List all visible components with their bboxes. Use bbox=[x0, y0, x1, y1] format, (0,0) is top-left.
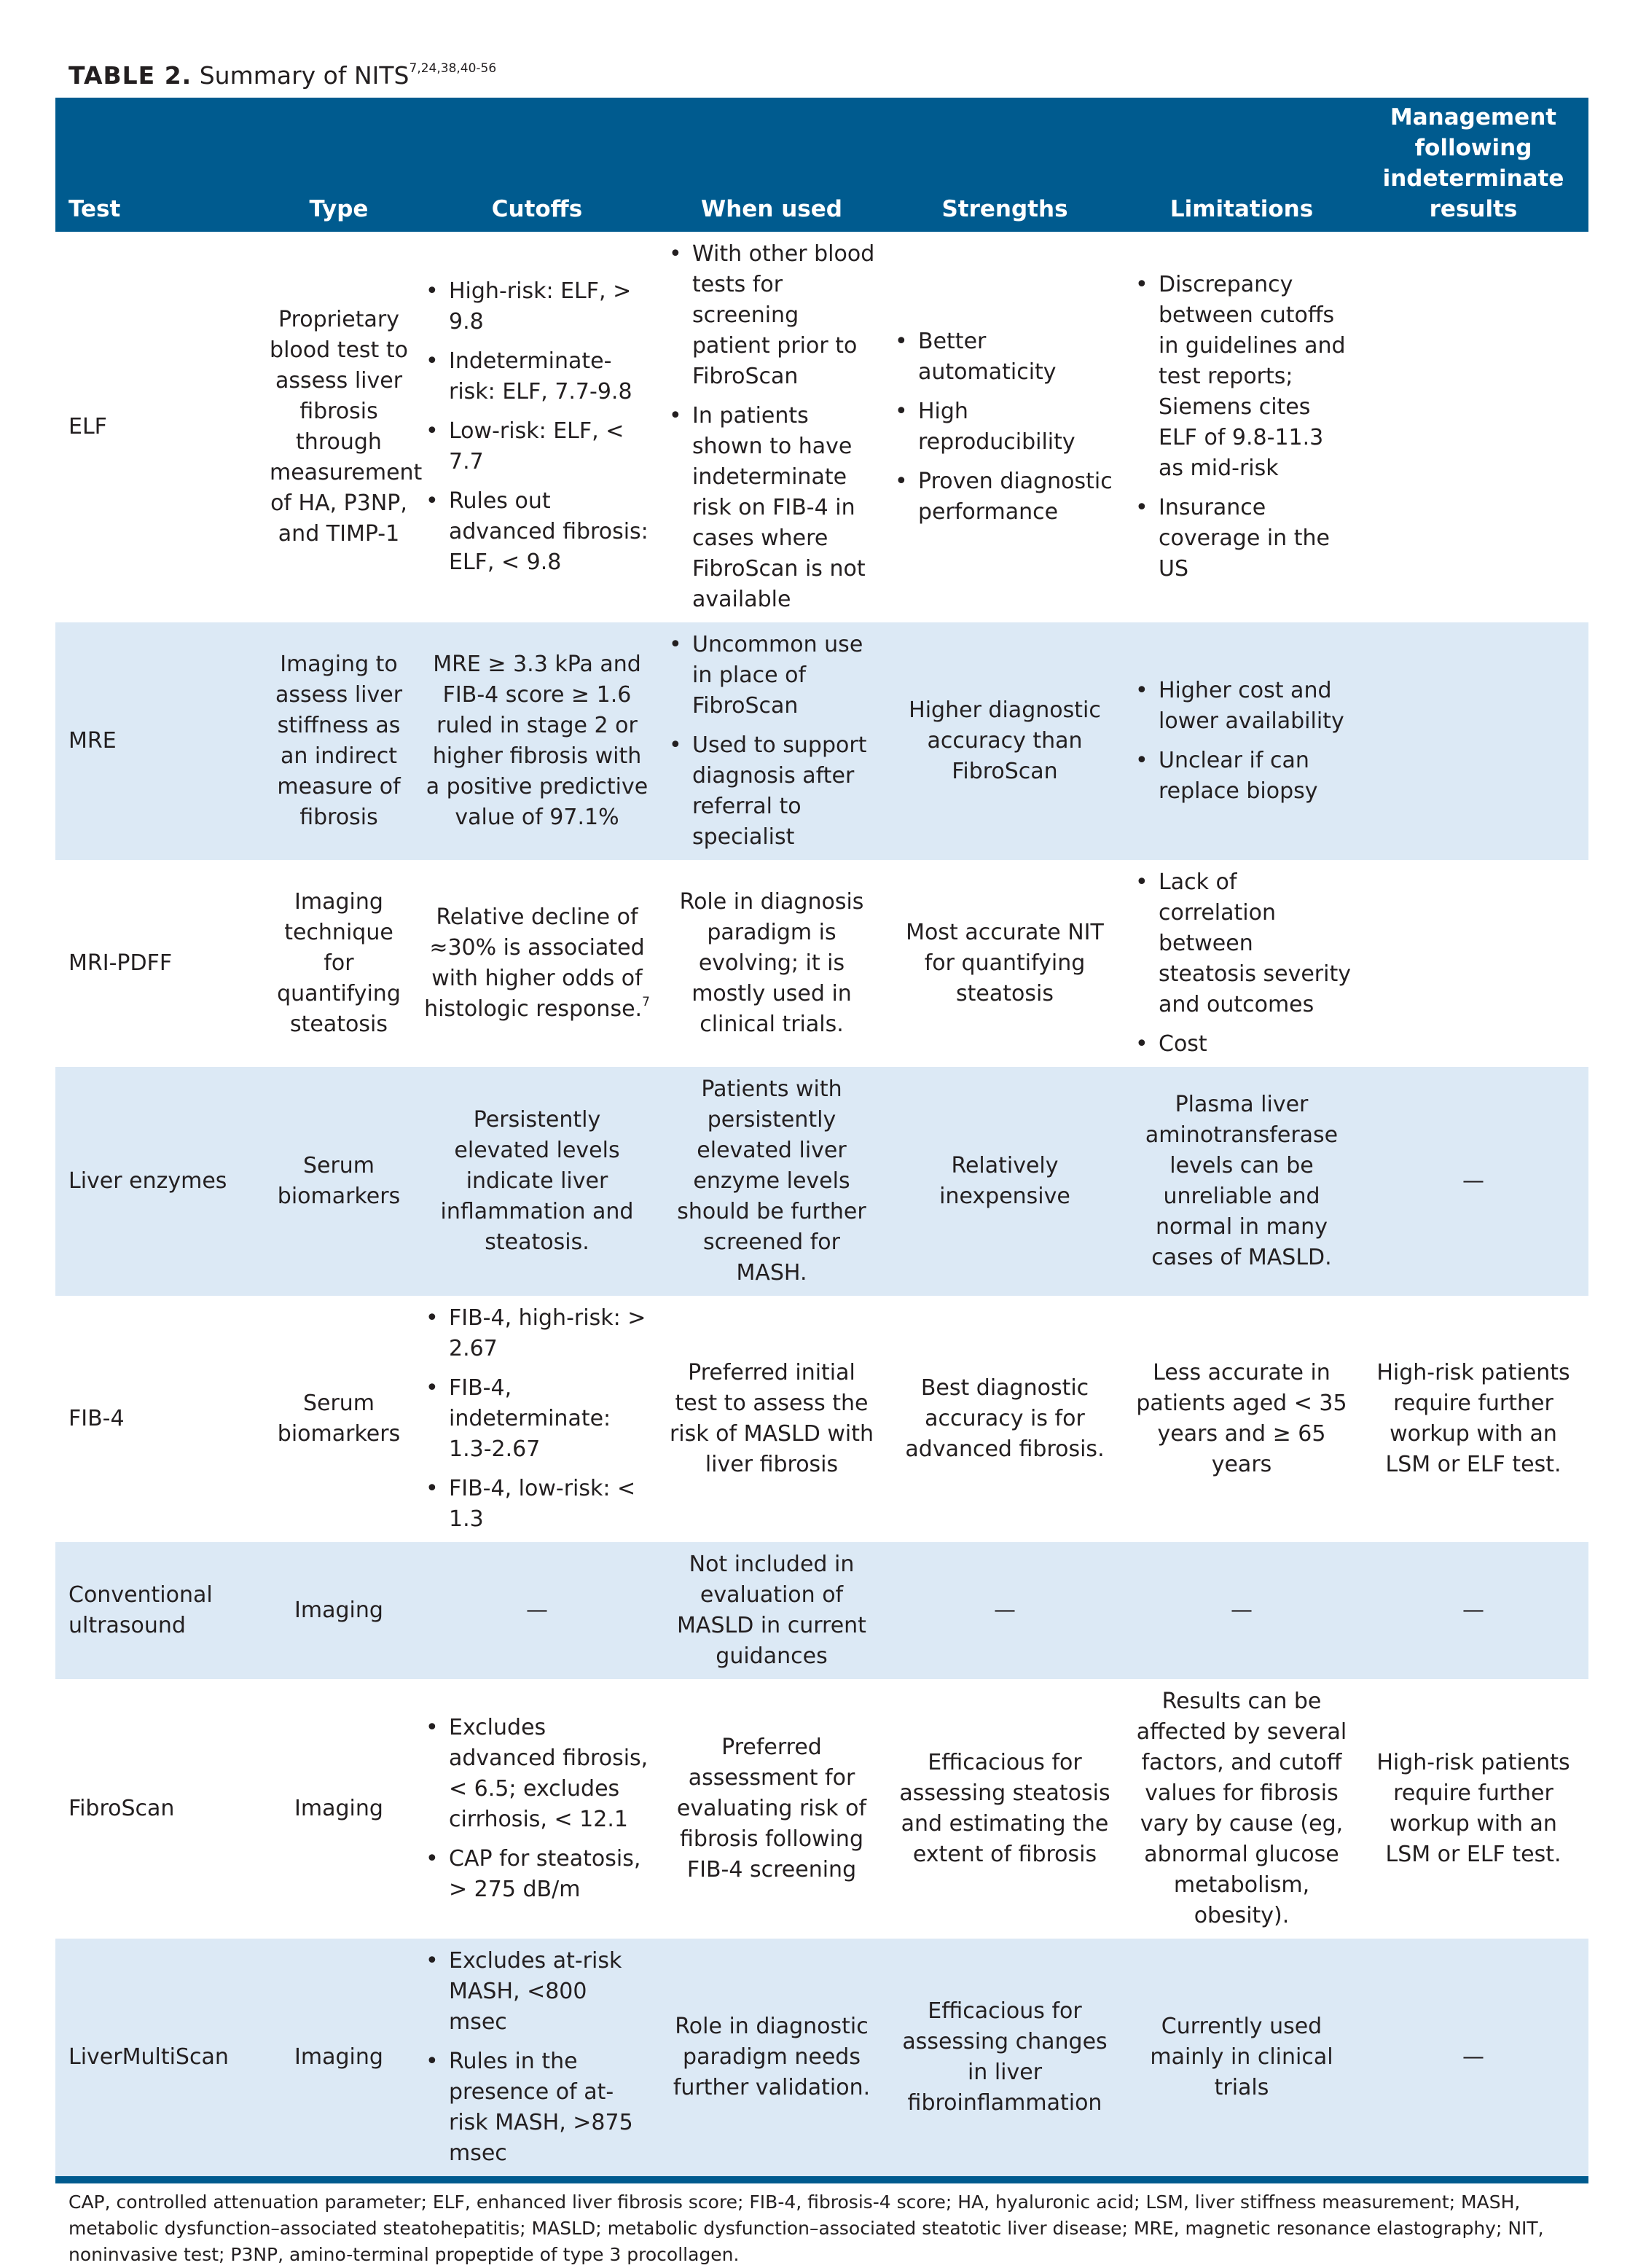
cutoffs-list bbox=[423, 1713, 651, 1905]
cell-cutoffs bbox=[415, 1296, 659, 1542]
when-used-list bbox=[666, 630, 877, 853]
cell-test: Liver enzymes bbox=[55, 1067, 262, 1296]
cell-limitations: Results can be affected by several factors, and cutoff values for fibrosis vary by cause (eg, abnormal glucose metabolism, obesity). bbox=[1136, 1689, 1347, 1928]
cell-when-used: Not included in evaluation of MASLD in current guidances bbox=[659, 1542, 885, 1679]
table-row bbox=[55, 1679, 1588, 1939]
cell-limitations: — bbox=[1125, 1542, 1358, 1679]
cell-management: — bbox=[1358, 1067, 1588, 1296]
cell-strengths: Efficacious for assessing steatosis and estimating the extent of fibrosis bbox=[899, 1750, 1110, 1867]
cell-type: Imaging technique for quantifying steatosis bbox=[277, 889, 401, 1037]
limitations-list bbox=[1132, 676, 1351, 807]
cell-type: Serum biomarkers bbox=[262, 1067, 415, 1296]
cell-type: Imaging bbox=[262, 1939, 415, 2176]
limitations-list bbox=[1132, 867, 1351, 1060]
table-title: Summary of NITS bbox=[199, 61, 410, 90]
cell-strengths: Best diagnostic accuracy is for advanced fibrosis. bbox=[905, 1375, 1105, 1462]
cell-cutoffs: — bbox=[415, 1542, 659, 1679]
list-item: • Excludes advanced fibrosis, < 6.5; excludes cirrhosis, < 12.1 bbox=[423, 1713, 651, 1835]
cell-type: Serum biomarkers bbox=[277, 1391, 401, 1447]
cell-limitations: Less accurate in patients aged < 35 years and ≥ 65 years bbox=[1136, 1360, 1347, 1477]
cell-when-used: Patients with persistently elevated liver enzyme levels should be further screened for MASH. bbox=[659, 1067, 885, 1296]
list-item: • CAP for steatosis, > 275 dB/m bbox=[423, 1844, 651, 1905]
list-item: • Indeterminate-risk: ELF, 7.7-9.8 bbox=[423, 346, 651, 407]
cell-management bbox=[1358, 622, 1588, 860]
list-item: • FIB-4, indeterminate: 1.3-2.67 bbox=[423, 1373, 651, 1465]
nits-summary-table bbox=[55, 98, 1588, 2176]
cell-test: FIB-4 bbox=[68, 1406, 125, 1431]
list-item: • Rules out advanced fibrosis: ELF, < 9.8 bbox=[423, 486, 651, 578]
list-item: • Uncommon use in place of FibroScan bbox=[666, 630, 877, 722]
table-footnote: CAP, controlled attenuation parameter; ELF, enhanced liver fibrosis score; FIB-4, fibrosis-4 score; HA, hyaluronic acid; LSM, liver stiffness measurement; MASH, metabolic dysfunction–associated steatohepatitis; MASLD; metabolic dysfunction–associated steatotic liver disease; MRE, magnetic resonance elastography; NIT, noninvasive test; P3NP, amino-terminal propeptide of type 3 procollagen. bbox=[68, 2191, 1544, 2265]
cell-strengths: Relatively inexpensive bbox=[885, 1067, 1125, 1296]
cell-when-used: Role in diagnosis paradigm is evolving; it is mostly used in clinical trials. bbox=[679, 889, 864, 1037]
list-item: • Higher cost and lower availability bbox=[1132, 676, 1351, 737]
header-test: Test bbox=[55, 98, 262, 232]
list-item: • FIB-4, high-risk: > 2.67 bbox=[423, 1303, 651, 1364]
cell-management: High-risk patients require further workup with an LSM or ELF test. bbox=[1376, 1360, 1570, 1477]
list-item: • High-risk: ELF, > 9.8 bbox=[423, 276, 651, 337]
cell-cutoffs bbox=[415, 232, 659, 622]
cell-cutoffs bbox=[415, 1939, 659, 2176]
cell-when-used: Role in diagnostic paradigm needs further validation. bbox=[659, 1939, 885, 2176]
cell-management: — bbox=[1358, 1542, 1588, 1679]
table-row bbox=[55, 232, 1588, 622]
cutoffs-list bbox=[423, 1303, 651, 1535]
cell-when-used bbox=[659, 232, 885, 622]
cell-test: FibroScan bbox=[68, 1796, 175, 1821]
list-item: • Rules in the presence of at-risk MASH, >875 msec bbox=[423, 2046, 651, 2169]
list-item: • FIB-4, low-risk: < 1.3 bbox=[423, 1474, 651, 1535]
list-item: • In patients shown to have indeterminate risk on FIB-4 in cases where FibroScan is not available bbox=[666, 401, 877, 615]
cell-management: High-risk patients require further workup with an LSM or ELF test. bbox=[1376, 1750, 1570, 1867]
cell-strengths: Efficacious for assessing changes in liver fibroinflammation bbox=[885, 1939, 1125, 2176]
cutoffs-list bbox=[423, 276, 651, 578]
table-row bbox=[55, 1296, 1588, 1542]
table-row bbox=[55, 1067, 1588, 1296]
header-management: Management following indeterminate results bbox=[1358, 98, 1588, 232]
table-row bbox=[55, 1542, 1588, 1679]
cell-type: Imaging bbox=[262, 1542, 415, 1679]
strengths-list bbox=[892, 326, 1118, 528]
cell-management bbox=[1358, 232, 1588, 622]
cell-strengths: Most accurate NIT for quantifying steatosis bbox=[906, 920, 1104, 1006]
cell-strengths bbox=[885, 232, 1125, 622]
header-cutoffs: Cutoffs bbox=[415, 98, 659, 232]
cell-test: LiverMultiScan bbox=[55, 1939, 262, 2176]
table-row bbox=[55, 1939, 1588, 2176]
list-item: • Excludes at-risk MASH, <800 msec bbox=[423, 1946, 651, 2038]
cell-limitations: Currently used mainly in clinical trials bbox=[1125, 1939, 1358, 2176]
cell-type: Imaging to assess liver stiffness as an indirect measure of fibrosis bbox=[262, 622, 415, 860]
cell-when-used: Preferred assessment for evaluating risk of fibrosis following FIB-4 screening bbox=[676, 1735, 867, 1882]
cell-test: MRE bbox=[55, 622, 262, 860]
cell-limitations bbox=[1125, 232, 1358, 622]
cell-limitations bbox=[1125, 622, 1358, 860]
cell-management: — bbox=[1358, 1939, 1588, 2176]
list-item: • Insurance coverage in the US bbox=[1132, 493, 1351, 584]
list-item: • Lack of correlation between steatosis severity and outcomes bbox=[1132, 867, 1351, 1020]
cell-strengths: — bbox=[885, 1542, 1125, 1679]
cell-test: Conventional ultrasound bbox=[55, 1542, 262, 1679]
list-item: • Better automaticity bbox=[892, 326, 1118, 388]
header-when-used: When used bbox=[659, 98, 885, 232]
list-item: • Low-risk: ELF, < 7.7 bbox=[423, 416, 651, 477]
cell-management bbox=[1358, 860, 1588, 1067]
cell-cutoffs: MRE ≥ 3.3 kPa and FIB-4 score ≥ 1.6 ruled in stage 2 or higher fibrosis with a positive predictive value of 97.1% bbox=[415, 622, 659, 860]
table-row bbox=[55, 622, 1588, 860]
cell-limitations: Plasma liver aminotransferase levels can be unreliable and normal in many cases of MASLD. bbox=[1125, 1067, 1358, 1296]
cell-cutoffs: Persistently elevated levels indicate liver inflammation and steatosis. bbox=[415, 1067, 659, 1296]
table-row bbox=[55, 860, 1588, 1067]
when-used-list bbox=[666, 239, 877, 615]
cutoffs-text: Relative decline of ≈30% is associated with higher odds of histologic response. bbox=[424, 904, 645, 1022]
table-bottom-rule bbox=[55, 2176, 1588, 2183]
list-item: • With other blood tests for screening patient prior to FibroScan bbox=[666, 239, 877, 392]
list-item: • Proven diagnostic performance bbox=[892, 466, 1118, 528]
cutoffs-reference: 7 bbox=[642, 995, 650, 1009]
cell-test: MRI-PDFF bbox=[68, 950, 173, 976]
list-item: • High reproducibility bbox=[892, 396, 1118, 458]
limitations-list bbox=[1132, 270, 1351, 584]
cell-limitations bbox=[1125, 860, 1358, 1067]
title-references: 7,24,38,40-56 bbox=[409, 61, 497, 76]
header-type: Type bbox=[262, 98, 415, 232]
cell-cutoffs bbox=[415, 860, 659, 1067]
header-strengths: Strengths bbox=[885, 98, 1125, 232]
cell-strengths: Higher diagnostic accuracy than FibroScan bbox=[885, 622, 1125, 860]
list-item: • Cost bbox=[1132, 1029, 1351, 1060]
cell-type: Proprietary blood test to assess liver fibrosis through measurement of HA, P3NP, and TIMP-1 bbox=[270, 307, 423, 547]
table-caption bbox=[68, 60, 496, 92]
table-label: TABLE 2. bbox=[68, 61, 192, 90]
cell-cutoffs bbox=[415, 1679, 659, 1939]
cell-type: Imaging bbox=[294, 1796, 383, 1821]
list-item: • Used to support diagnosis after referral to specialist bbox=[666, 730, 877, 853]
header-row bbox=[55, 98, 1588, 232]
cell-when-used bbox=[659, 622, 885, 860]
list-item: • Discrepancy between cutoffs in guidelines and test reports; Siemens cites ELF of 9.8-11.3 as mid-risk bbox=[1132, 270, 1351, 484]
cell-test: ELF bbox=[68, 414, 107, 439]
cell-when-used: Preferred initial test to assess the risk of MASLD with liver fibrosis bbox=[669, 1360, 874, 1477]
header-limitations: Limitations bbox=[1125, 98, 1358, 232]
cutoffs-list bbox=[423, 1946, 651, 2169]
list-item: • Unclear if can replace biopsy bbox=[1132, 746, 1351, 807]
